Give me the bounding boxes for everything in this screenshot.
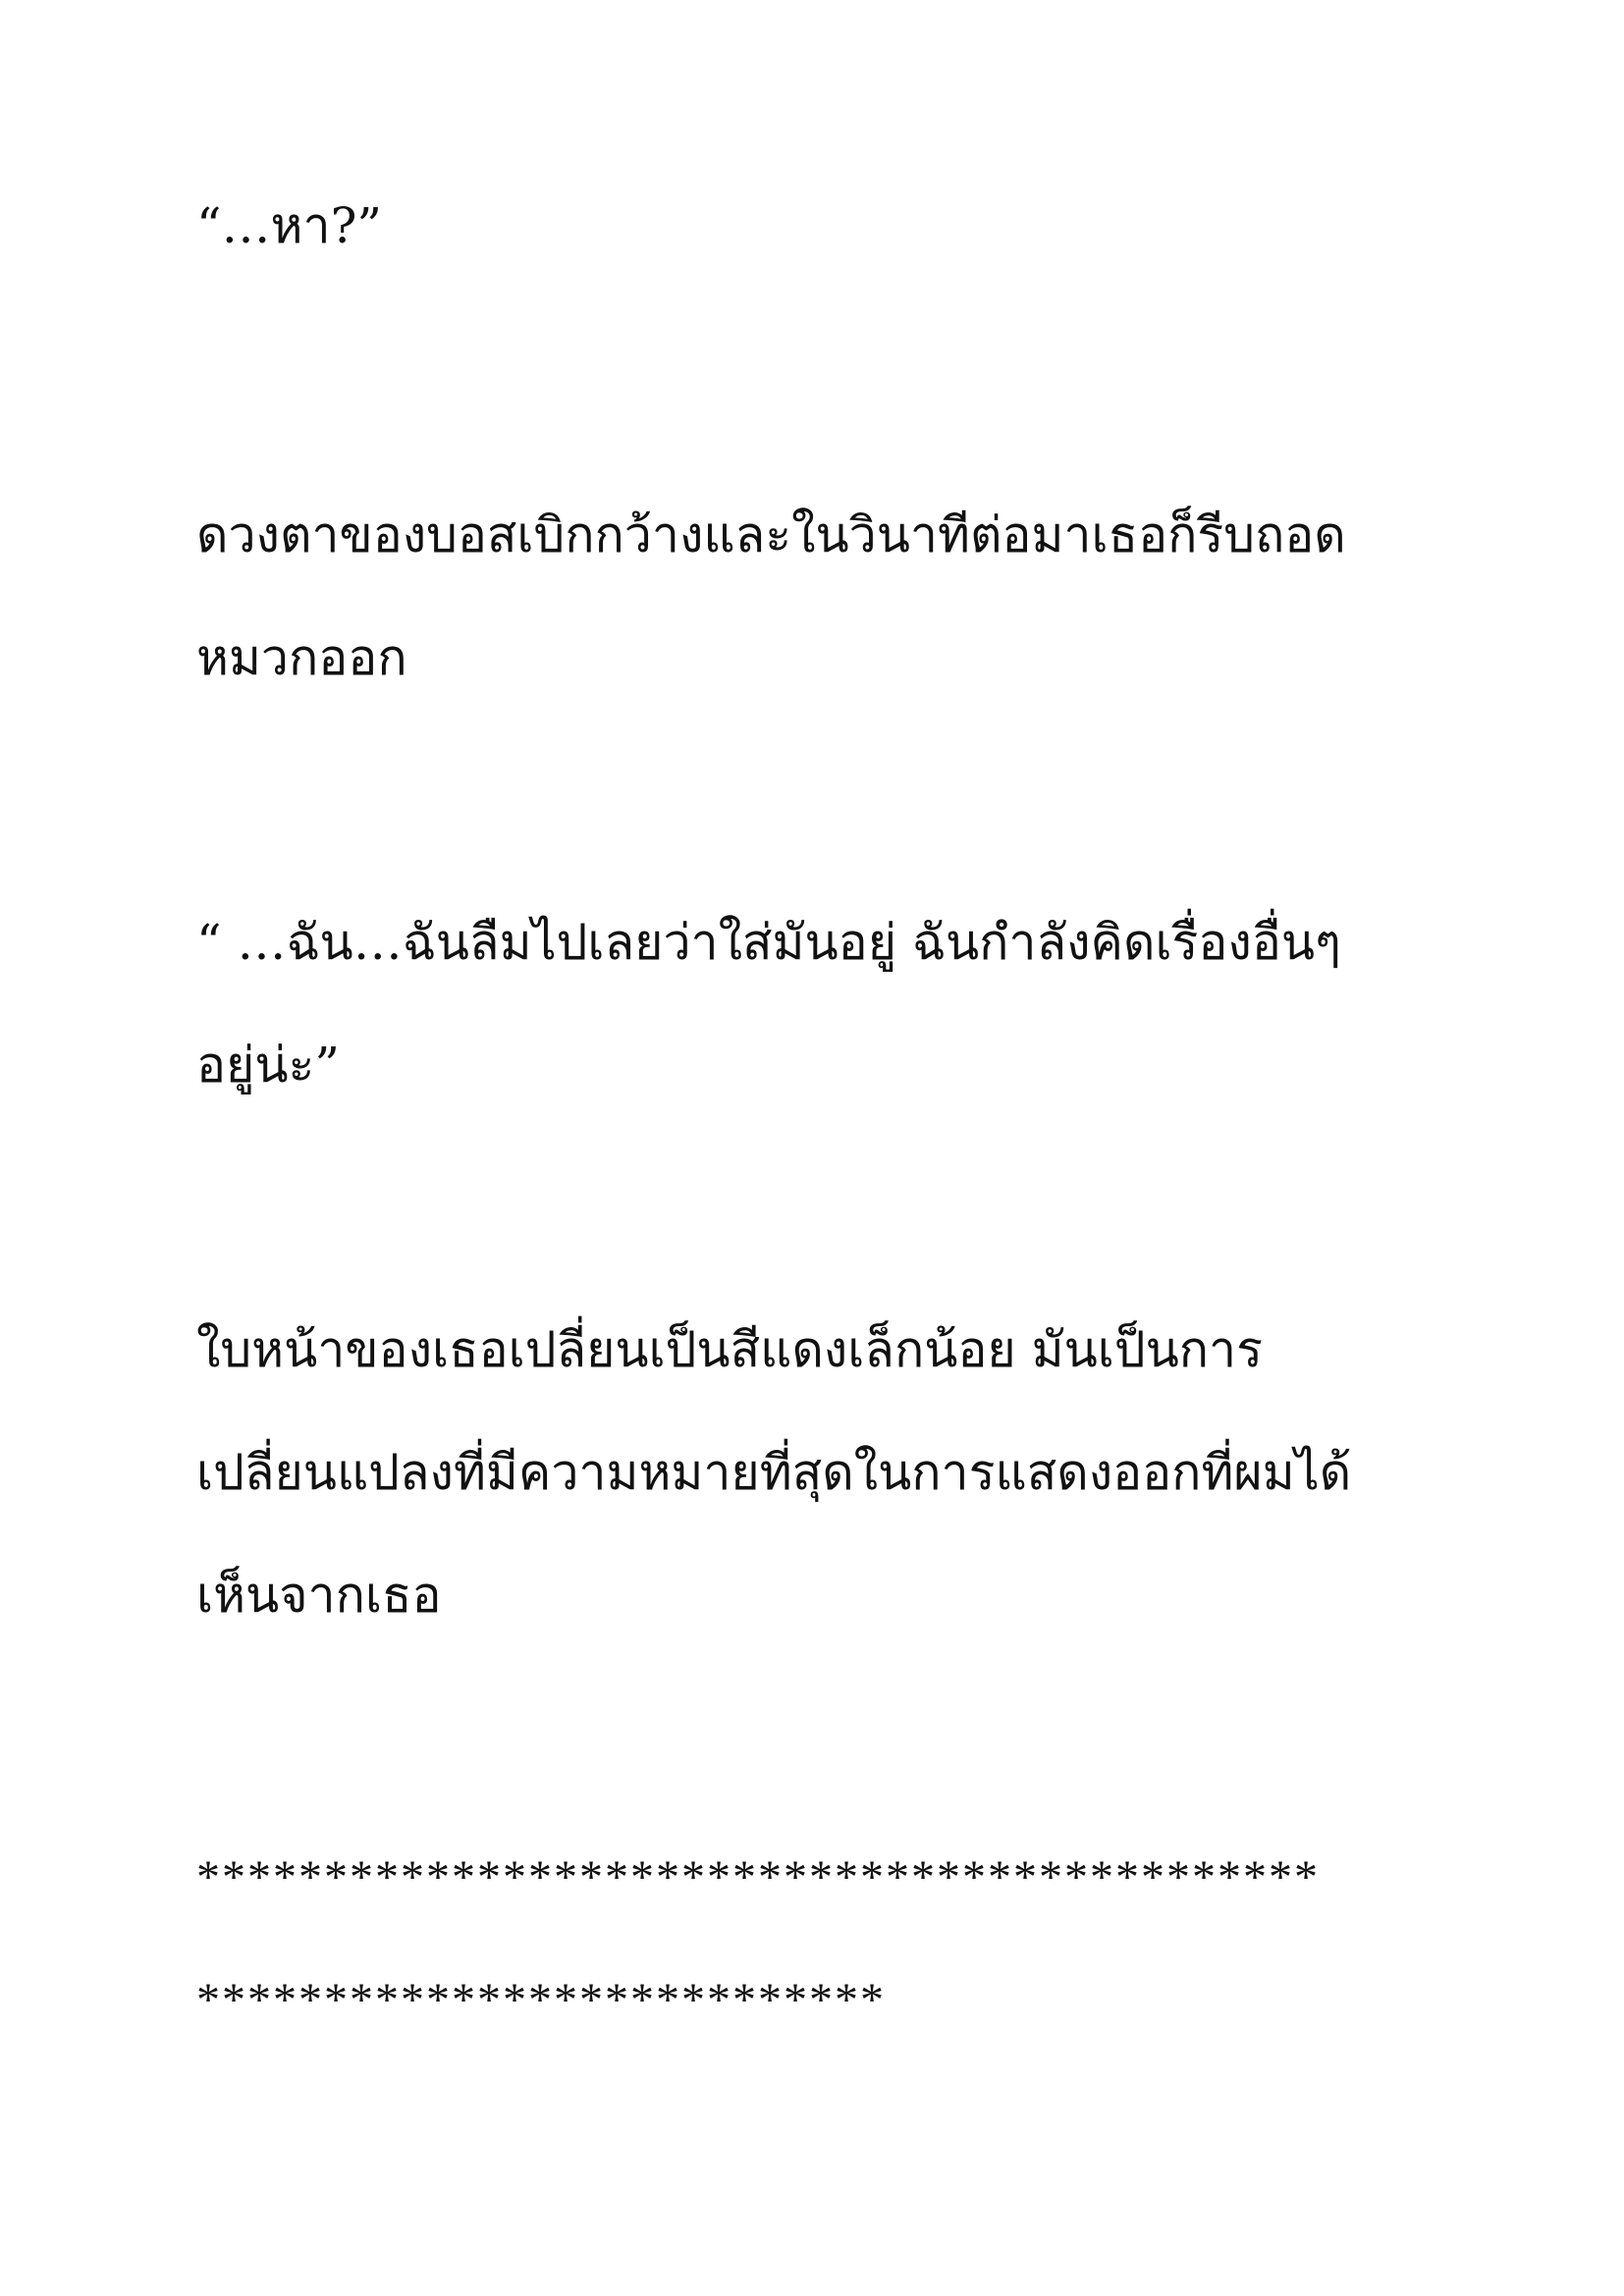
narration-line: เห็นจากเธอ: [196, 1567, 442, 1624]
dialogue-line: อยู่น่ะ”: [196, 1037, 340, 1094]
scene-separator: ***************************: [196, 1974, 886, 2026]
dialogue-line: “…หา?”: [196, 197, 382, 254]
narration-line: หมวกออก: [196, 629, 407, 686]
narration-line: ใบหน้าของเธอเปลี่ยนเป็นสีแดงเล็กน้อย มันเป็นการ: [196, 1321, 1263, 1378]
scene-separator: ********************************************: [196, 1851, 1320, 1903]
narration-line: เปลี่ยนแปลงที่มีความหมายที่สุดในการแสดงออกที่ผมได้: [196, 1444, 1352, 1501]
dialogue-line: “ …ฉัน…ฉันลืมไปเลยว่าใส่มันอยู่ ฉันกำลังคิดเรื่องอื่นๆ: [196, 914, 1341, 971]
narration-line: ดวงตาของบอสเบิกกว้างและในวินาทีต่อมาเธอก็รีบถอด: [196, 507, 1346, 563]
